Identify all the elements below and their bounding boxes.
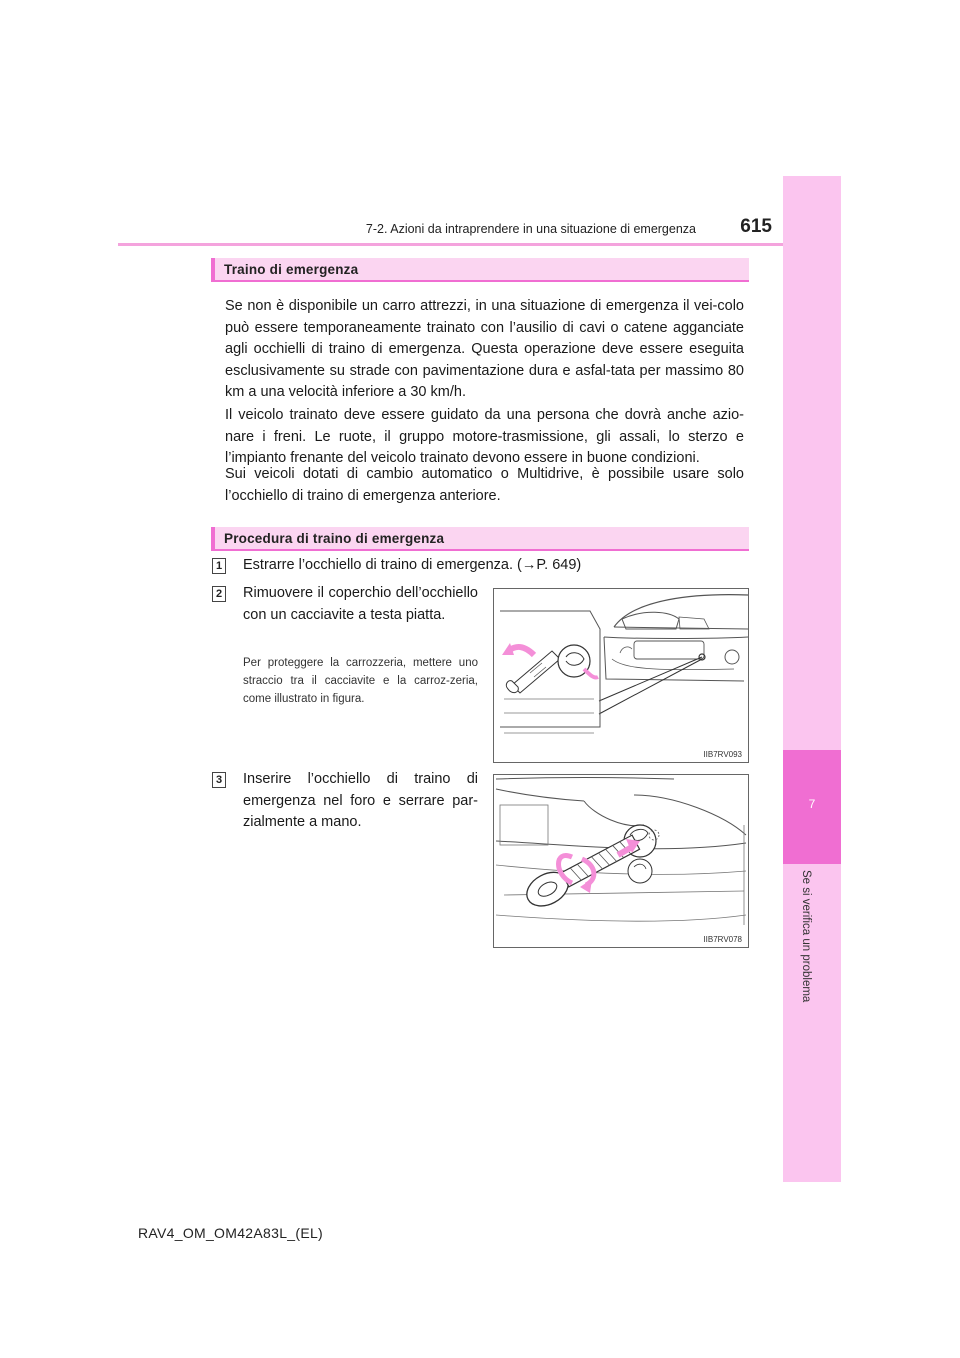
illustration-insert-hook [494,775,749,948]
step-text: Rimuovere il coperchio dell’occhiello con un cacciavite a testa piatta. [243,585,478,623]
paragraph: Il veicolo trainato deve essere guidato da una persona che dovrà anche azio-nare i freni. Le ruote, il gruppo motore-trasmissione, gli assali, lo sterzo e l’impianto frenante del veicolo trainato devono essere in buone condizioni. [225,407,744,466]
step-text: Estrarre l’occhiello di traino di emergenza. (→P. 649) [243,557,582,573]
paragraph: Sui veicoli dotati di cambio automatico o Multidrive, è possibile usare solo l’occhiello di traino di emergenza anteriore. [225,466,744,504]
section-title: Traino di emergenza [224,262,359,277]
step-number-box: 1 [212,558,226,574]
step-number-box: 2 [212,586,226,602]
section-header-procedura [211,527,749,551]
figure-remove-cover [493,588,749,763]
header-rule [118,243,783,246]
step-note: Per proteggere la carrozzeria, mettere uno straccio tra il cacciavite e la carroz-zeria, come illustrato in figura. [243,657,478,705]
figure-code: IIB7RV093 [703,750,742,759]
header-section-title: 7-2. Azioni da intraprendere in una situazione di emergenza [365,222,696,236]
section-header-traino [211,258,749,282]
section-title: Procedura di traino di emergenza [224,531,445,546]
illustration-remove-cover [494,589,749,763]
paragraph: Se non è disponibile un carro attrezzi, in una situazione di emergenza il vei-colo può essere temporaneamente trainato con l’ausilio di cavi o catene agganciate agli occhielli di traino di emergenza. Questa operazione deve essere eseguita esclusivamente su strade con pavimentazione dura e asfal-tata per massimo 80 km a una velocità inferiore a 30 km/h. [225,298,744,400]
step-number-box: 3 [212,772,226,788]
step-text: Inserire l’occhiello di traino di emergenza nel foro e serrare par-zialmente a mano. [243,771,478,830]
figure-insert-hook [493,774,749,948]
footer-model-code: RAV4_OM_OM42A83L_(EL) [138,1225,324,1241]
figure-code: IIB7RV078 [703,935,742,944]
page-number: 615 [740,216,772,237]
chapter-side-tab [783,176,841,1182]
chapter-number: 7 [808,797,816,811]
chapter-title: Se si verifica un problema [800,870,812,1003]
